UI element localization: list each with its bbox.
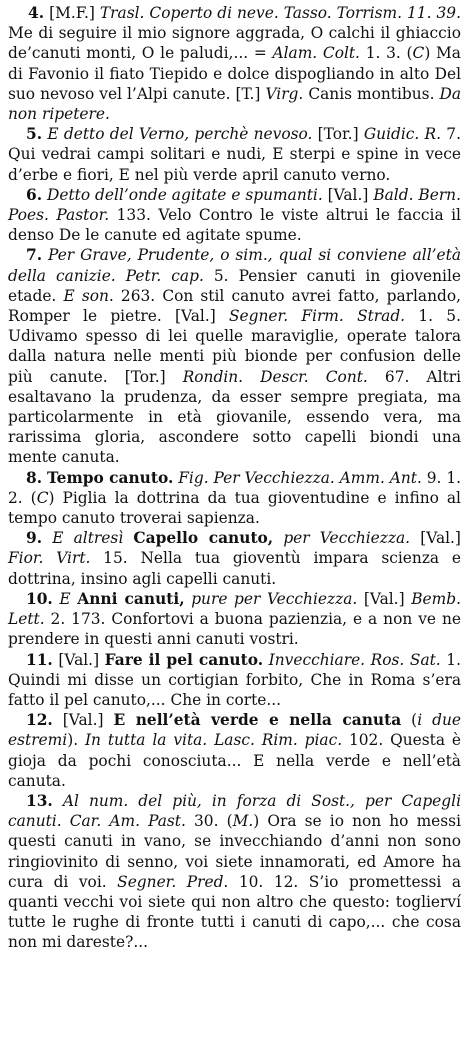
italic-run: per Vecchiezza. [283, 529, 411, 548]
entry-number: 9. [26, 529, 43, 548]
italic-run: Per Grave, Prudente, o sim., qual si conviene all’età della canizie. Petr. cap. [8, 246, 461, 285]
italic-run: Invecchiare. Ros. Sat. [268, 650, 441, 669]
italic-run: Rondin. Descr. Cont. [182, 367, 368, 386]
italic-run: i due estremi [8, 711, 461, 750]
entry-7 [8, 245, 461, 467]
entry-number: 5. [26, 125, 43, 144]
text-run: [Val.] [410, 529, 461, 548]
text-run: Me di seguire il mio signore aggrada, O calchi il ghiaccio de’canuti monti, O le paludi,... = [8, 24, 461, 63]
italic-run: Da non ripetere. [8, 84, 462, 124]
text-run: [Val.] [322, 185, 374, 204]
italic-run: M. [232, 812, 254, 831]
italic-run: Bald. Bern. Poes. Pastor. [8, 185, 461, 225]
bold-run: Fare il pel canuto. [104, 650, 264, 669]
bold-run: Capello canuto, [133, 529, 274, 548]
italic-run: Bemb. Lett. [8, 589, 461, 629]
text-run: ) Ora se io non ho messi questi canuti in vano, se invecchiando d’anni non sono ringiovinito di senno, voi siete innamorati, ed Amore ha cura di voi. [8, 812, 461, 891]
italic-run: Guidic. R. [363, 125, 442, 144]
italic-run: Al num. del più, in forza di Sost., per Capegli canuti. Car. Am. Past. [8, 791, 461, 831]
text-run: Canis montibus. [303, 84, 440, 103]
italic-run: Fior. Virt. [8, 549, 91, 568]
italic-run: Trasl. Coperto di neve. Tasso. Torrism. [99, 4, 403, 22]
text-run: 30. ( [185, 812, 233, 831]
italic-run: C [412, 44, 425, 63]
entry-number: 13. [26, 791, 53, 810]
text-run: [Tor.] [312, 125, 364, 144]
italic-run: Segner. Firm. Strad. [229, 307, 406, 326]
text-run: ] [254, 84, 266, 103]
entry-number: 6. [26, 185, 43, 204]
italic-run: Alam. Colt. [272, 44, 360, 63]
entry-13 [8, 791, 461, 953]
text-run: 7. Qui vedrai campi solitari e nudi, E sterpi e spine in vece d’erbe e fiori, E nel più verde april canuto verno. [8, 125, 461, 184]
entry-4 [8, 3, 461, 124]
entry-number: 8. [26, 468, 43, 487]
text-run: 1. 5. Udivamo spesso di lei quelle maraviglie, operate talora dalla natura nelle menti più bionde per confusion delle più canute. [Tor.] [8, 307, 461, 386]
entry-9 [8, 528, 461, 589]
bold-run: Anni canuti, [77, 589, 185, 608]
text-run: 1. 3. ( [359, 44, 413, 63]
italic-run: Segner. Pred. [117, 872, 229, 891]
text-run: 102. Questa è gioja da pochi conosciuta... E nella verde e nell’età canuta. [8, 731, 461, 790]
italic-run: E son. [63, 286, 114, 305]
text-run: [Val.] [58, 650, 105, 669]
italic-run: pure per Vecchiezza. [191, 589, 358, 608]
italic-run: Fig. Per Vecchiezza. Amm. Ant. [178, 468, 422, 487]
text-run: ) Ma di Favonio il fiato Tiepido e dolce dispogliando in alto Del suo nevoso vel l’Alpi canute. [ [8, 44, 461, 103]
text-run: 67. Altri esaltavano la prudenza, da esser sempre pregiata, ma particolarmente in età giovanile, essendo vera, ma rarissima gloria, ascondere sotto capelli biondi una mente canuta. [8, 367, 461, 467]
entry-6 [8, 185, 461, 246]
italic-run: Detto dell’onde agitate e spumanti. [47, 185, 323, 204]
entry-10 [8, 589, 461, 650]
text-run: [M.F.] [49, 4, 100, 22]
entry-12 [8, 710, 461, 791]
italic-run: Virg. [265, 84, 304, 103]
italic-run: E detto del Verno, perchè nevoso. [47, 125, 313, 144]
text-run: [Val.] [357, 589, 412, 608]
italic-run: In tutta la vita. Lasc. Rim. piac. [84, 731, 343, 750]
text-run: [Val.] [62, 711, 114, 730]
bold-run: E nell’età verde e nella canuta [113, 711, 402, 730]
entry-number: 4. [28, 4, 45, 22]
entry-5 [8, 124, 461, 185]
entry-number: 10. [26, 589, 53, 608]
text-run: 133. Velo Contro le viste altrui le faccia il denso De le canute ed agitate spume. [8, 206, 461, 245]
bold-run: Tempo canuto. [46, 468, 174, 487]
text-run: 1. Quindi mi disse un cortigian forbito, Che in Roma s’era fatto il pel canuto,... Che in corte... [8, 650, 461, 709]
entry-8 [8, 468, 461, 529]
text-run [123, 529, 133, 547]
entry-11 [8, 650, 461, 711]
text-run: ( [401, 711, 418, 730]
text-run: 5. Pensier canuti in giovenile etade. [8, 266, 462, 305]
text-run [273, 529, 283, 547]
text-run: T. [241, 84, 255, 103]
text-run: 10. 12. S’io promettessi a quanti vecchi voi siete qui non altro che questo: toglierví tutte le rughe di fronte tutti i canuti di capo,... che cosa non mi dareste?... [8, 872, 462, 952]
entry-number: 12. [26, 711, 53, 730]
text-run: ). [67, 731, 85, 750]
text-run: 2. 173. Confortovi a buona pazienzia, e a non ve ne prendere in questi anni canuti vostri. [8, 610, 461, 649]
text-run: 9. 1. 2. ( [8, 468, 462, 507]
italic-run: E altresì [52, 529, 124, 548]
text-run: ) Piglia la dottrina da tua gioventudine e infino al tempo canuto troverai sapienza. [8, 488, 461, 528]
italic-run: E [59, 589, 71, 608]
text-run: 263. Con stil canuto avrei fatto, parlando, Romper le pietre. [Val.] [8, 286, 461, 326]
entry-number: 7. [26, 246, 43, 265]
italic-run: 11. 39. [407, 4, 461, 22]
entry-number: 11. [26, 650, 53, 669]
italic-run: C [36, 488, 49, 507]
text-run: 15. Nella tua gioventù impara scienza e dottrina, insino agli capelli canuti. [8, 549, 461, 588]
